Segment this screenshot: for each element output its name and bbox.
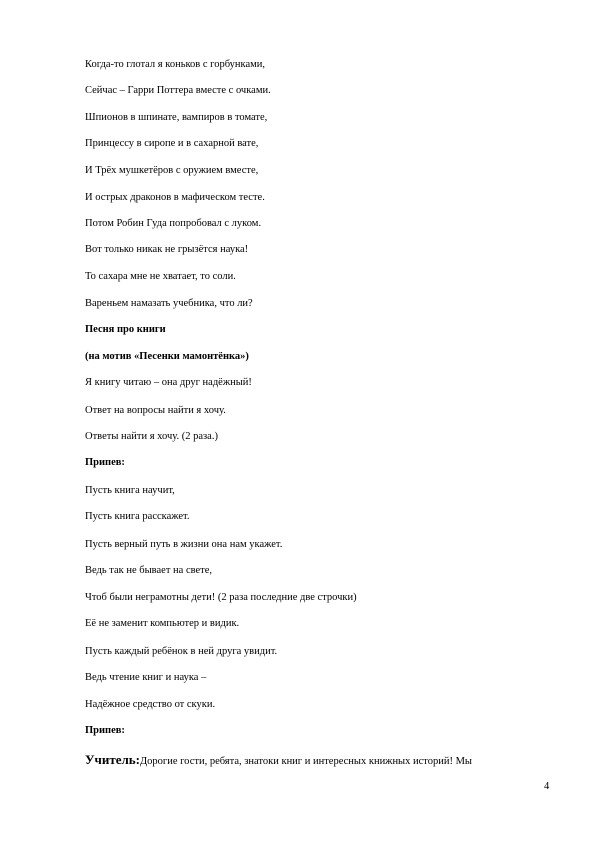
poem-line: И Трёх мушкетёров с оружием вместе, [85, 165, 259, 176]
song-subtitle: (на мотив «Песенки мамонтёнка») [85, 351, 249, 362]
song-title: Песня про книги [85, 324, 166, 335]
song-line: Пусть книга расскажет. [85, 511, 190, 522]
song-line: Ответы найти я хочу. (2 раза.) [85, 431, 218, 442]
poem-line: То сахара мне не хватает, то соли. [85, 271, 236, 282]
song-line: Пусть книга научит, [85, 485, 175, 496]
song-line: Её не заменит компьютер и видик. [85, 618, 240, 629]
song-line: Пусть верный путь в жизни она нам укажет. [85, 539, 283, 550]
poem-line: Когда-то глотал я коньков с горбунками, [85, 59, 266, 70]
song-line: Ведь чтение книг и наука – [85, 672, 207, 683]
poem-line: Сейчас – Гарри Поттера вместе с очками. [85, 85, 271, 96]
poem-line: Потом Робин Гуда попробовал с луком. [85, 218, 262, 229]
page-number: 4 [544, 781, 550, 792]
song-line: Ведь так не бывает на свете, [85, 565, 213, 576]
poem-line: Принцессу в сиропе и в сахарной вате, [85, 138, 259, 149]
chorus-label: Припев: [85, 725, 125, 736]
song-line: Ответ на вопросы найти я хочу. [85, 405, 226, 416]
poem-line: И острых драконов в мафическом тесте. [85, 192, 265, 203]
song-line: Пусть каждый ребёнок в ней друга увидит. [85, 646, 278, 657]
chorus-label: Припев: [85, 457, 125, 468]
poem-line: Шпионов в шпинате, вампиров в томате, [85, 112, 268, 123]
song-line: Чтоб были неграмотны дети! (2 раза последние две строчки) [85, 592, 357, 603]
speaker-label: Учитель: [85, 752, 141, 767]
teacher-paragraph [85, 753, 472, 769]
song-line: Надёжное средство от скуки. [85, 699, 216, 710]
teacher-speech: Дорогие гости, ребята, знатоки книг и интересных книжных историй! Мы [140, 756, 472, 767]
song-line: Я книгу читаю – она друг надёжный! [85, 377, 252, 388]
poem-line: Вареньем намазать учебника, что ли? [85, 298, 253, 309]
poem-line: Вот только никак не грызётся наука! [85, 244, 249, 255]
